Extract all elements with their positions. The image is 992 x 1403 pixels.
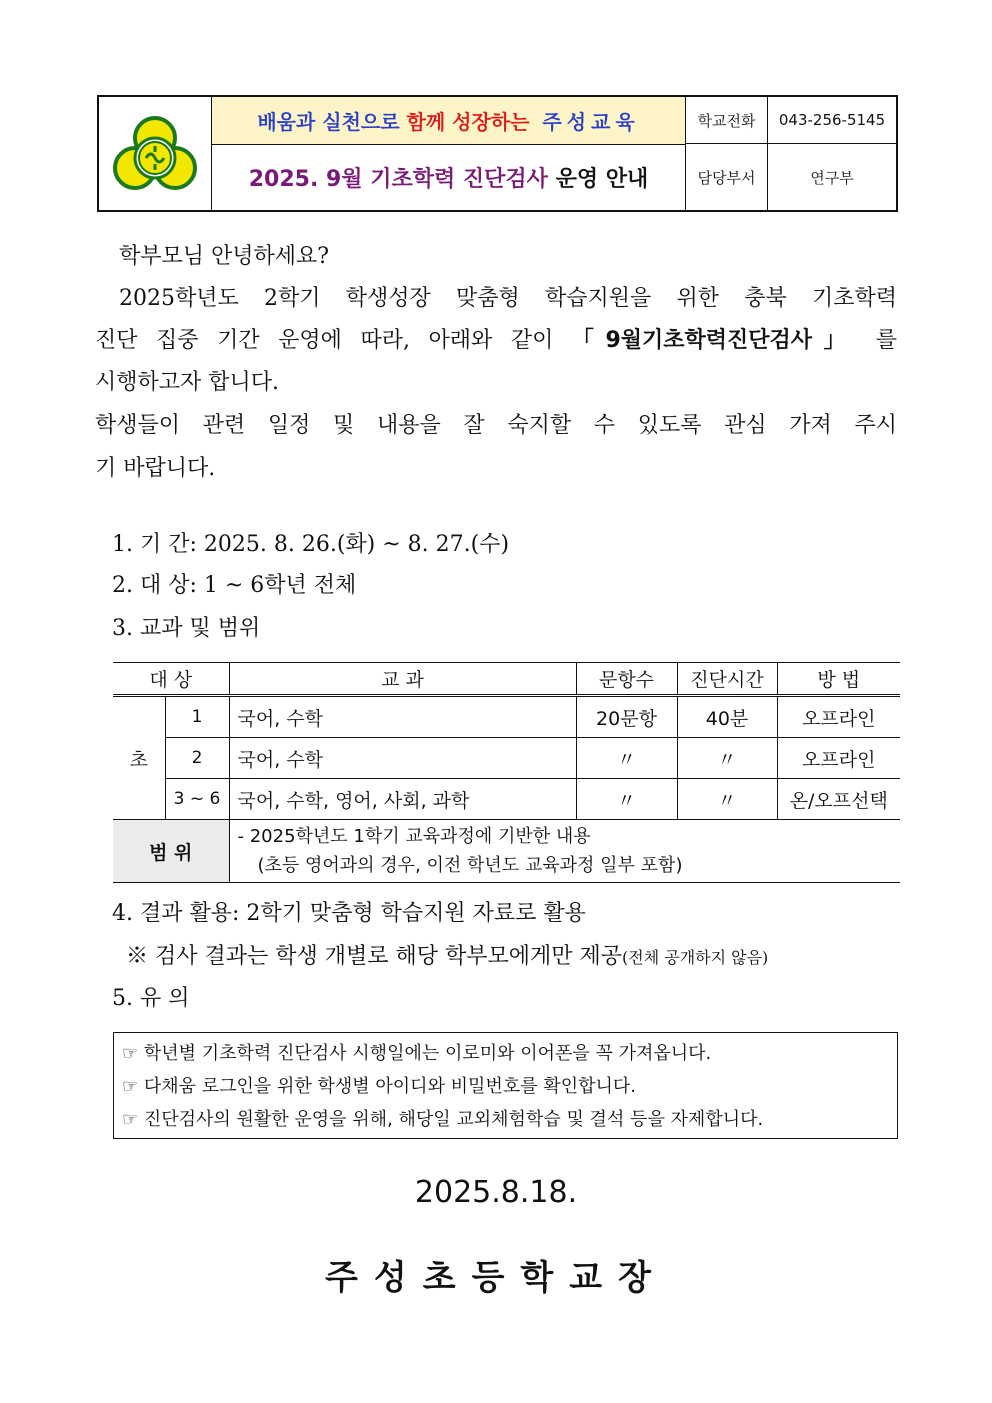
phone-label: 학교전화 <box>686 97 768 144</box>
intro-line-4: 학생들이 관련 일정 및 내용을 잘 숙지할 수 있도록 관심 가져 주시 <box>95 413 897 438</box>
school-slogan <box>212 97 685 145</box>
time-cell: 〃 <box>677 738 777 779</box>
note-main: ※ 검사 결과는 학생 개별로 해당 학부모에게만 제공 <box>126 944 622 969</box>
grade-cell: 2 <box>165 738 229 779</box>
count-cell: 〃 <box>576 738 677 779</box>
header-subject: 교 과 <box>229 663 576 696</box>
item-subjects: 3. 교과 및 범위 <box>112 616 261 641</box>
title-part-1: 2025. 9월 기초학력 진단검사 <box>248 167 548 192</box>
subjects-table <box>113 662 900 883</box>
school-logo <box>99 97 212 210</box>
subjects-cell: 국어, 수학 <box>229 738 576 779</box>
item-period: 1. 기 간: 2025. 8. 26.(화) ~ 8. 27.(수) <box>112 532 510 557</box>
intro-line-2a: 진단 집중 기간 운영에 따라, 아래와 같이 <box>95 328 554 353</box>
result-note <box>126 941 768 974</box>
intro-line-1: 2025학년도 2학기 학생성장 맞춤형 학습지원을 위한 충북 기초학력 <box>119 286 897 311</box>
slogan-part-2: 함께 성장하는 <box>406 110 530 134</box>
document-title <box>212 145 685 210</box>
range-row <box>113 820 900 883</box>
item-result: 4. 결과 활용: 2학기 맞춤형 학습지원 자료로 활용 <box>112 901 586 926</box>
grade-cell: 3 ~ 6 <box>165 779 229 820</box>
slogan-part-3: 주성교육 <box>542 110 640 134</box>
slogan-part-1: 배움과 실천으로 <box>257 110 400 134</box>
document-date: 2025.8.18. <box>414 1175 578 1210</box>
method-cell: 오프라인 <box>777 738 900 779</box>
table-header-row <box>113 663 900 696</box>
level-cell: 초 <box>113 696 165 820</box>
intro-line-2 <box>95 320 897 362</box>
caution-box <box>113 1032 898 1139</box>
table-row <box>113 738 900 779</box>
dept-label: 담당부서 <box>686 144 768 210</box>
count-cell: 20문항 <box>576 696 677 738</box>
range-text <box>229 820 900 883</box>
table-row <box>113 779 900 820</box>
intro-line-2c: 를 <box>875 328 897 353</box>
header-method: 방 법 <box>777 663 900 696</box>
method-cell: 오프라인 <box>777 696 900 738</box>
count-cell: 〃 <box>576 779 677 820</box>
header-table <box>97 95 898 212</box>
intro-line-3: 시행하고자 합니다. <box>95 370 280 395</box>
item-caution: 5. 유 의 <box>112 986 190 1011</box>
subjects-cell: 국어, 수학 <box>229 696 576 738</box>
header-target: 대 상 <box>113 663 229 696</box>
range-line-1: - 2025학년도 1학기 교육과정에 기반한 내용 <box>237 826 591 847</box>
dept-value: 연구부 <box>810 168 854 187</box>
header-time: 진단시간 <box>677 663 777 696</box>
title-part-2: 운영 안내 <box>555 167 649 192</box>
signer: 주성초등학교장 <box>325 1258 667 1298</box>
grade-cell: 1 <box>165 696 229 738</box>
item-target: 2. 대 상: 1 ~ 6학년 전체 <box>112 573 357 598</box>
time-cell: 40분 <box>677 696 777 738</box>
intro-line-5: 기 바랍니다. <box>95 456 216 481</box>
list-item: ☞ 학년별 기초학력 진단검사 시행일에는 이로미와 이어폰을 꼭 가져옵니다. <box>122 1043 712 1064</box>
note-small: (전체 공개하지 않음) <box>622 948 769 967</box>
range-label: 범 위 <box>113 820 229 883</box>
exam-name: 「9월기초학력진단검사」 <box>571 328 858 353</box>
greeting: 학부모님 안녕하세요? <box>119 244 330 269</box>
table-row <box>113 696 900 738</box>
school-emblem-icon <box>113 114 197 194</box>
subjects-cell: 국어, 수학, 영어, 사회, 과학 <box>229 779 576 820</box>
time-cell: 〃 <box>677 779 777 820</box>
method-cell: 온/오프선택 <box>777 779 900 820</box>
list-item: ☞ 진단검사의 원활한 운영을 위해, 해당일 교외체험학습 및 결석 등을 자제합니다. <box>122 1109 764 1130</box>
list-item: ☞ 다채움 로그인을 위한 학생별 아이디와 비밀번호를 확인합니다. <box>122 1076 636 1097</box>
range-line-2: (초등 영어과의 경우, 이전 학년도 교육과정 일부 포함) <box>257 855 683 876</box>
header-count: 문항수 <box>576 663 677 696</box>
phone-value: 043-256-5145 <box>768 97 896 144</box>
